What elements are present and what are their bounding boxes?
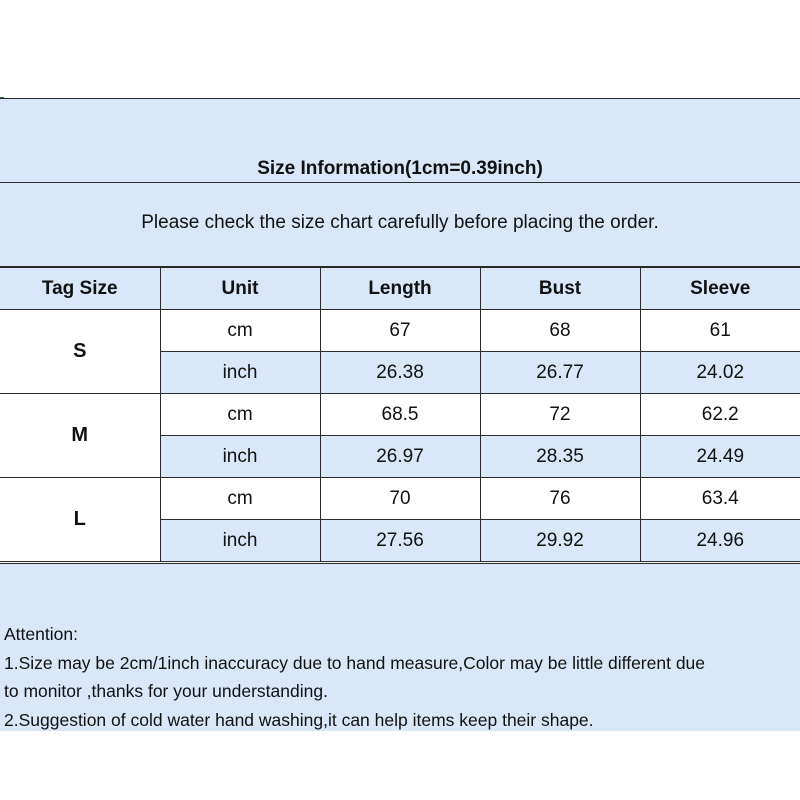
title-band	[0, 99, 800, 183]
bust-cell: 29.92	[480, 520, 640, 562]
table-row	[0, 310, 800, 352]
unit-cell: cm	[160, 310, 320, 352]
bust-cell: 72	[480, 394, 640, 436]
attention-line-1: 1.Size may be 2cm/1inch inaccuracy due to hand measure,Color may be little different due	[4, 652, 706, 673]
sleeve-cell: 24.02	[640, 352, 800, 394]
length-cell: 27.56	[320, 520, 480, 562]
size-table	[0, 267, 800, 562]
length-cell: 26.97	[320, 436, 480, 478]
bust-cell: 28.35	[480, 436, 640, 478]
bust-cell: 68	[480, 310, 640, 352]
unit-cell: cm	[160, 478, 320, 520]
size-label: S	[0, 310, 160, 394]
header-length: Length	[320, 268, 480, 310]
size-label: M	[0, 394, 160, 478]
header-sleeve: Sleeve	[640, 268, 800, 310]
sleeve-cell: 63.4	[640, 478, 800, 520]
header-row	[0, 268, 800, 310]
size-chart	[0, 98, 800, 731]
attention-line-3: 2.Suggestion of cold water hand washing,it can help items keep their shape.	[4, 709, 594, 730]
attention-line-2: to monitor ,thanks for your understanding.	[4, 681, 328, 702]
sleeve-cell: 61	[640, 310, 800, 352]
table-row	[0, 394, 800, 436]
header-unit: Unit	[160, 268, 320, 310]
length-cell: 68.5	[320, 394, 480, 436]
unit-cell: cm	[160, 394, 320, 436]
length-cell: 26.38	[320, 352, 480, 394]
sleeve-cell: 24.49	[640, 436, 800, 478]
sleeve-cell: 24.96	[640, 520, 800, 562]
attention-notes	[4, 620, 705, 734]
header-bust: Bust	[480, 268, 640, 310]
notice-band	[0, 183, 800, 267]
sleeve-cell: 62.2	[640, 394, 800, 436]
length-cell: 70	[320, 478, 480, 520]
length-cell: 67	[320, 310, 480, 352]
notice-text: Please check the size chart carefully before placing the order.	[141, 212, 659, 233]
unit-cell: inch	[160, 352, 320, 394]
header-tag-size: Tag Size	[0, 268, 160, 310]
attention-band	[0, 563, 800, 731]
unit-cell: inch	[160, 436, 320, 478]
bust-cell: 76	[480, 478, 640, 520]
size-label: L	[0, 478, 160, 562]
unit-cell: inch	[160, 520, 320, 562]
attention-heading: Attention:	[4, 624, 78, 644]
bust-cell: 26.77	[480, 352, 640, 394]
chart-title: Size Information(1cm=0.39inch)	[257, 158, 543, 179]
table-row	[0, 478, 800, 520]
